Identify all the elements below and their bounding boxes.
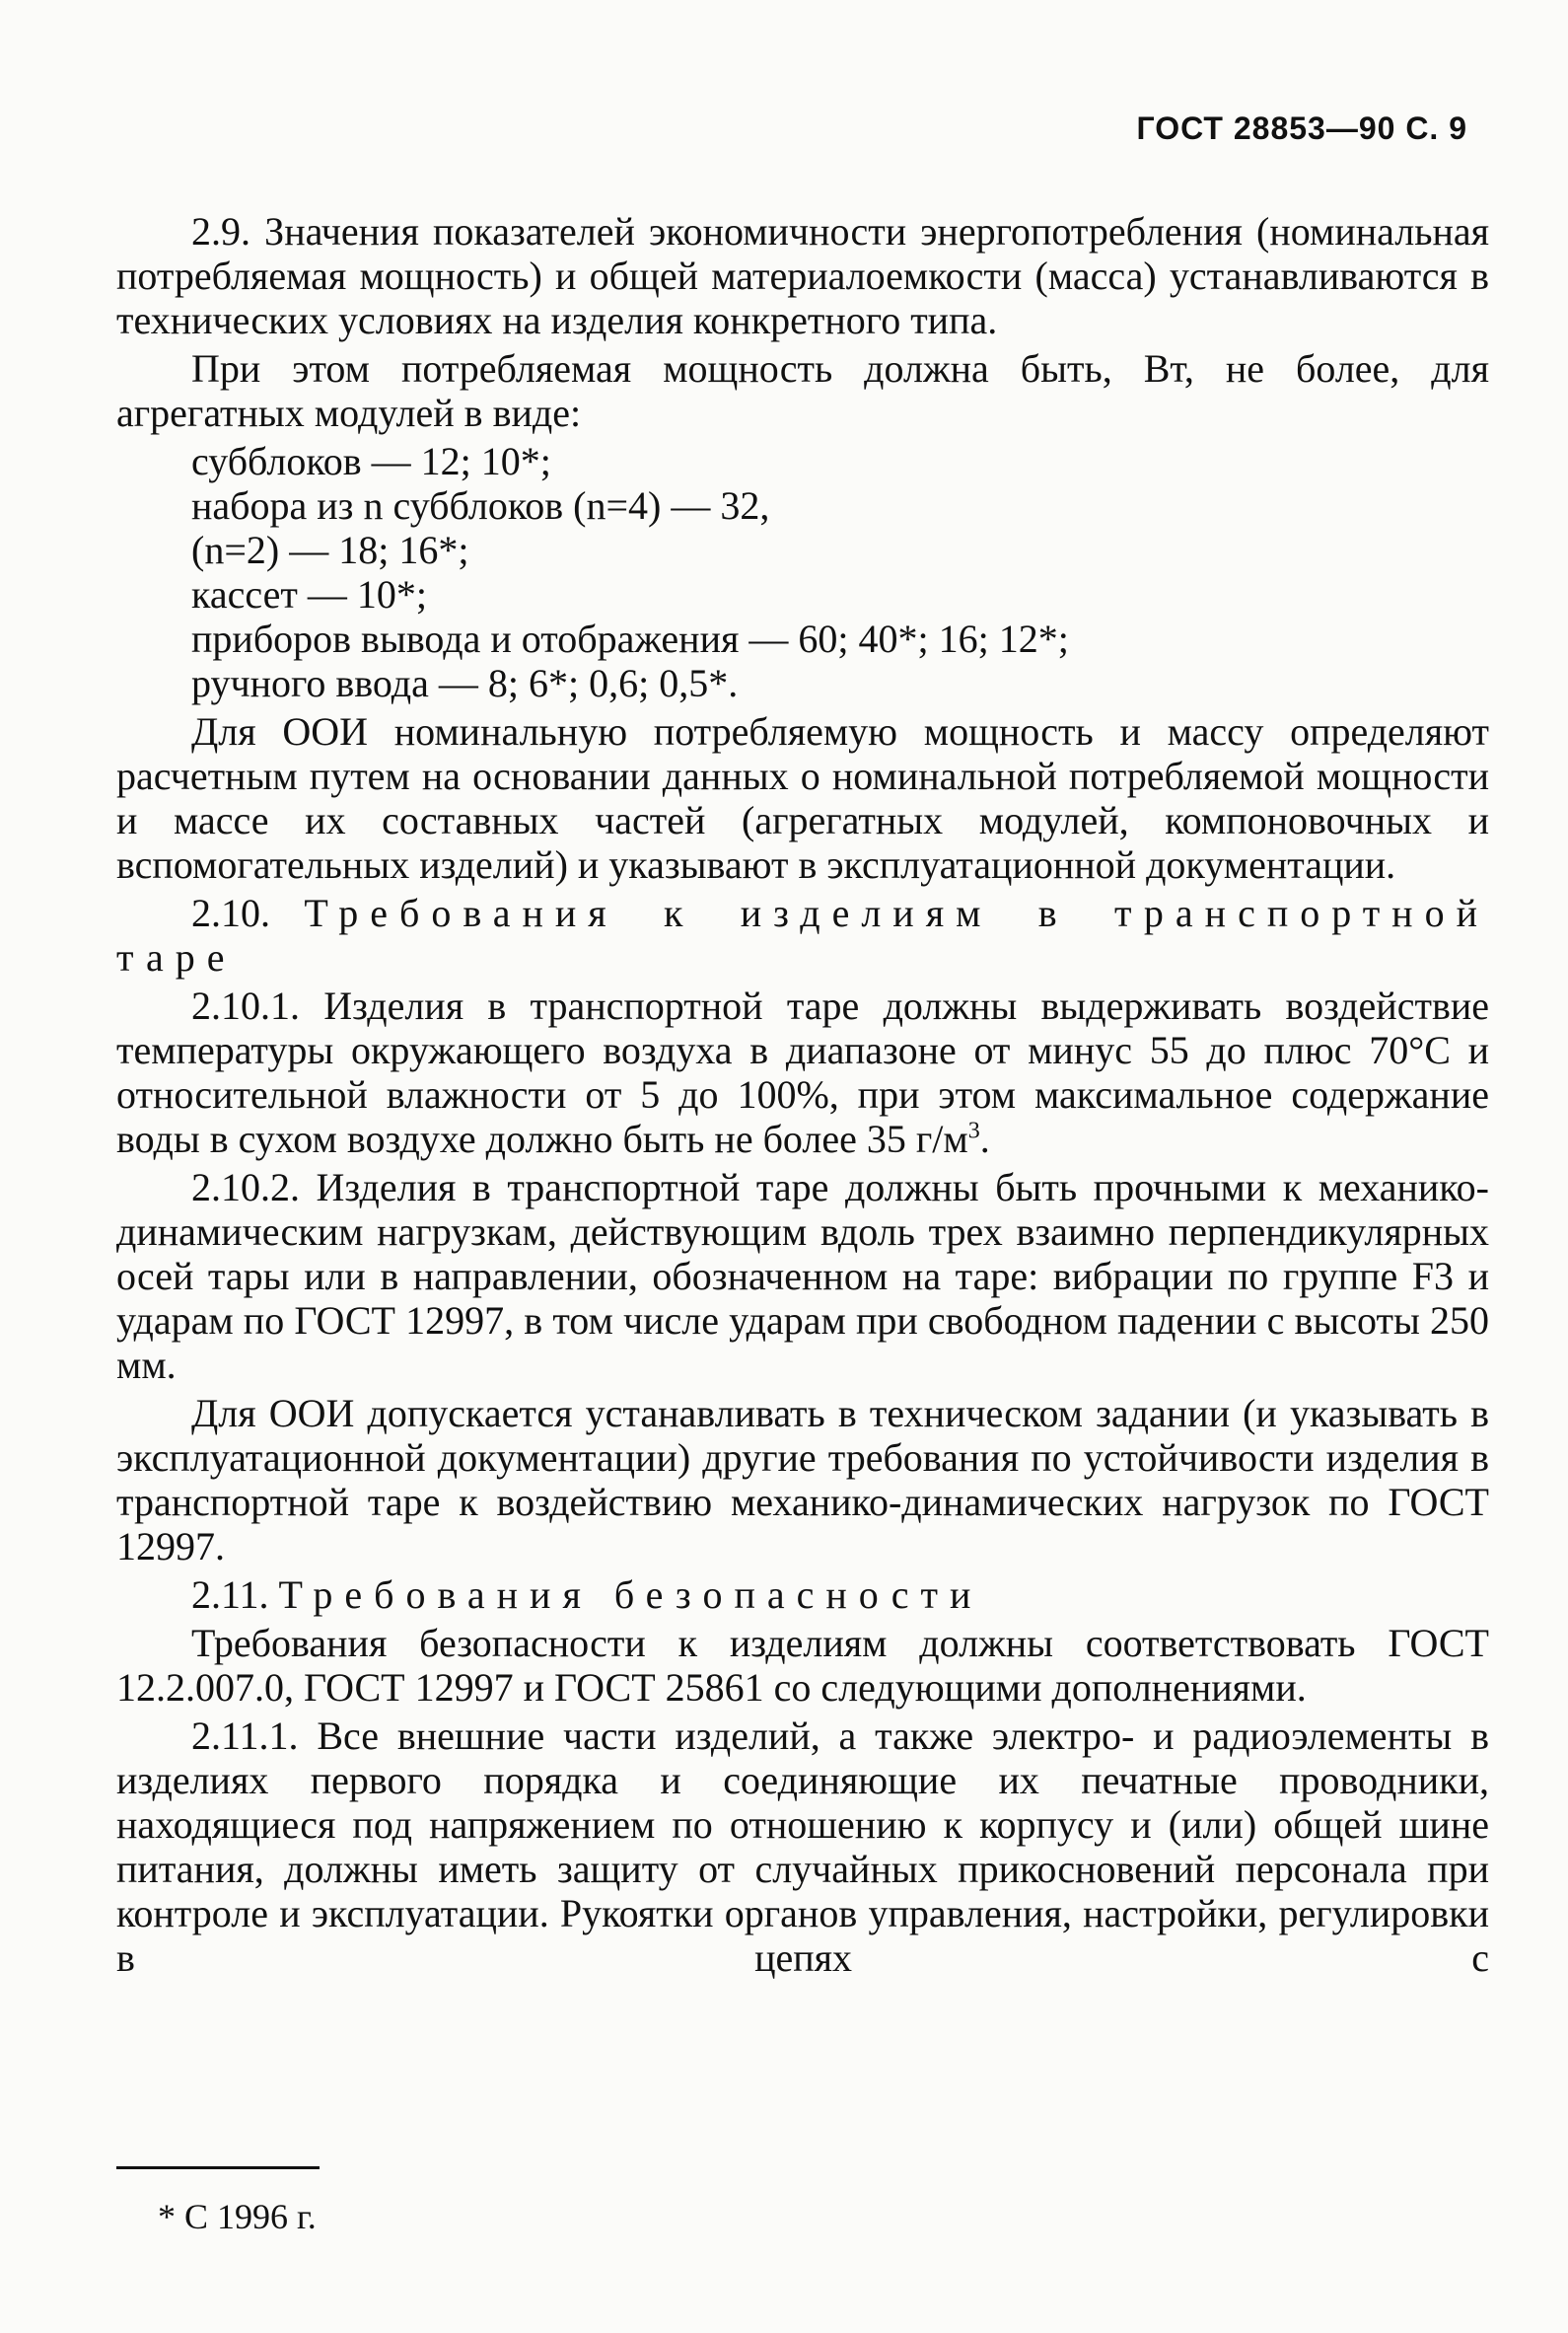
- paragraph-2-10-2: 2.10.2. Изделия в транспортной таре должны быть прочными к механико-динамическим нагрузкам, действующим вдоль трех взаимно перпендикулярных осей тары или в направлении, обозначенном на таре: вибрации по группе F3 и ударам по ГОСТ 12997, в том числе ударам при свободном падении с высоты 250 мм.: [116, 1165, 1489, 1387]
- list-item: кассет — 10*;: [191, 572, 427, 617]
- section-heading-2-10: [116, 891, 1489, 980]
- list-item: субблоков — 12; 10*;: [191, 439, 551, 483]
- list-item: (n=2) — 18; 16*;: [191, 528, 469, 572]
- section-title: Требования безопасности: [278, 1572, 983, 1617]
- paragraph-2-9: 2.9. Значения показателей экономичности энергопотребления (номинальная потребляемая мощность) и общей материалоемкости (масса) устанавливаются в технических условиях на изделия конкретного типа.: [116, 209, 1489, 342]
- list-item: ручного ввода — 8; 6*; 0,6; 0,5*.: [191, 661, 739, 705]
- paragraph-power-limits: При этом потребляемая мощность должна быть, Вт, не более, для агрегатных модулей в виде:: [116, 346, 1489, 435]
- list-item: приборов вывода и отображения — 60; 40*; 16; 12*;: [191, 617, 1069, 661]
- document-body: [116, 209, 1489, 1984]
- superscript: 3: [967, 1118, 980, 1144]
- footnote-divider: [116, 2166, 320, 2169]
- section-number: 2.11.: [191, 1572, 269, 1617]
- paragraph-safety: Требования безопасности к изделиям должны соответствовать ГОСТ 12.2.007.0, ГОСТ 12997 и ГОСТ 25861 со следующими дополнениями.: [116, 1621, 1489, 1710]
- power-limits-list: [191, 439, 1489, 705]
- running-header: ГОСТ 28853—90 С. 9: [1136, 110, 1467, 146]
- paragraph-end: .: [979, 1117, 990, 1161]
- paragraph-2-10-1: [116, 984, 1489, 1161]
- paragraph-ooi-power: Для ООИ номинальную потребляемую мощность и массу определяют расчетным путем на основании данных о номинальной потребляемой мощности и массе их составных частей (агрегатных модулей, компоновочных и вспомогательных изделий) и указывают в эксплуатационной документации.: [116, 709, 1489, 887]
- section-number: 2.10.: [191, 891, 270, 935]
- paragraph-text: 2.10.1. Изделия в транспортной таре должны выдерживать воздействие температуры окружающего воздуха в диапазоне от минус 55 до плюс 70°С и относительной влажности от 5 до 100%, при этом максимальное содержание воды в сухом воздухе должно быть не более 35 г/м: [116, 984, 1489, 1161]
- paragraph-ooi-transport: Для ООИ допускается устанавливать в техническом задании (и указывать в эксплуатационной документации) другие требования по устойчивости изделия в транспортной таре к воздействию механико-динамических нагрузок по ГОСТ 12997.: [116, 1391, 1489, 1568]
- list-item: набора из n субблоков (n=4) — 32,: [191, 483, 770, 528]
- section-title: Требования к изделиям в транспортной таре: [116, 891, 1489, 980]
- paragraph-2-11-1: 2.11.1. Все внешние части изделий, а также электро- и радиоэлементы в изделиях первого порядка и соединяющие их печатные проводники, находящиеся под напряжением по отношению к корпусу и (или) общей шине питания, должны иметь защиту от случайных прикосновений персонала при контроле и эксплуатации. Рукоятки органов управления, настройки, регулировки в цепях с: [116, 1713, 1489, 1980]
- section-heading-2-11: [116, 1572, 1489, 1617]
- footnote: * С 1996 г.: [158, 2197, 317, 2236]
